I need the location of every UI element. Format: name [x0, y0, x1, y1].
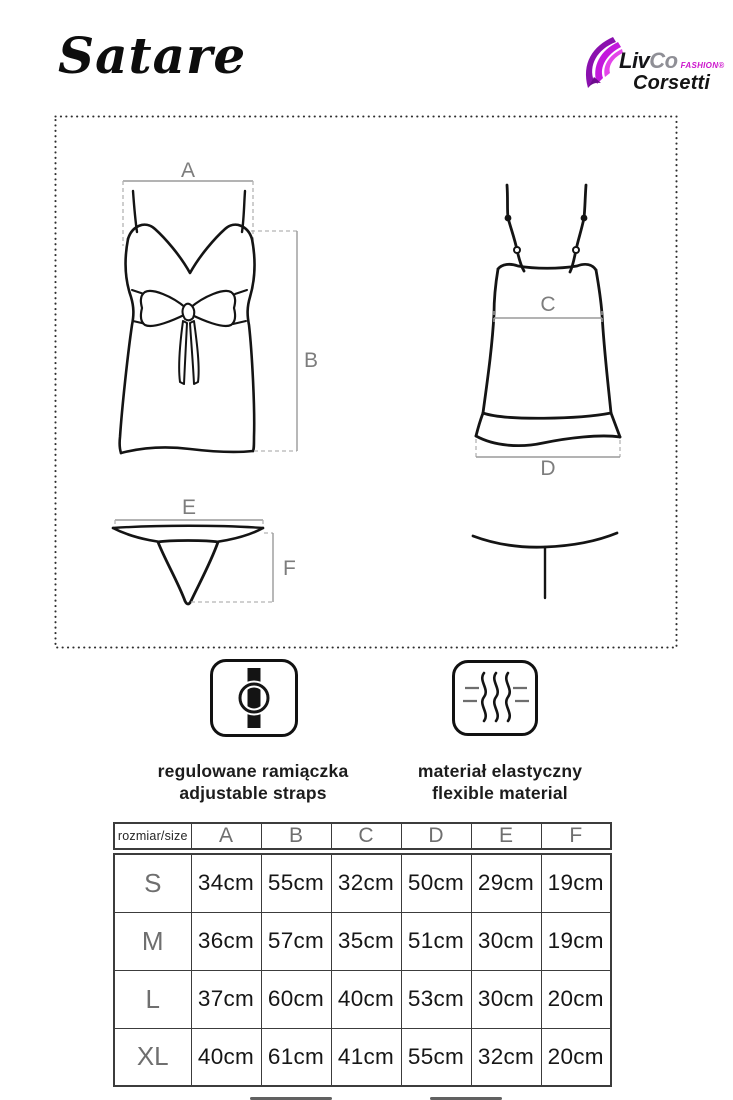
cell-l-c: 40cm	[331, 970, 401, 1028]
cell-m-e: 30cm	[471, 912, 541, 970]
front-view-drawing	[120, 159, 318, 453]
measurement-diagram-box	[54, 115, 678, 649]
flexible-material-caption	[370, 760, 630, 804]
cell-xl-d: 55cm	[401, 1028, 471, 1086]
caption-straps-pl: regulowane ramiączka	[157, 761, 349, 781]
dim-label-e: E	[181, 496, 197, 519]
flexible-material-icon	[452, 660, 538, 736]
table-row	[114, 1028, 611, 1086]
brand-logo	[577, 36, 727, 92]
cell-s-e: 29cm	[471, 854, 541, 912]
size-label-xl: XL	[114, 1028, 191, 1086]
strap-slider-right	[581, 215, 588, 222]
brand-name-co: Co	[649, 48, 678, 73]
cell-l-b: 60cm	[261, 970, 331, 1028]
cell-m-f: 19cm	[541, 912, 611, 970]
column-header-c: C	[331, 823, 401, 849]
product-name: Satare	[58, 26, 247, 85]
size-table-body	[113, 853, 612, 1087]
back-view-drawing	[476, 185, 620, 480]
dim-label-b: B	[304, 349, 319, 372]
table-row	[114, 854, 611, 912]
cell-m-b: 57cm	[261, 912, 331, 970]
brand-name-corsetti: Corsetti	[633, 72, 711, 94]
table-row	[114, 912, 611, 970]
dim-label-a: A	[180, 159, 196, 182]
strap-ring-right	[573, 247, 579, 253]
column-header-e: E	[471, 823, 541, 849]
cell-l-e: 30cm	[471, 970, 541, 1028]
cell-m-c: 35cm	[331, 912, 401, 970]
brand-logo-text	[619, 50, 724, 93]
size-label-l: L	[114, 970, 191, 1028]
cell-xl-a: 40cm	[191, 1028, 261, 1086]
cell-l-d: 53cm	[401, 970, 471, 1028]
column-header-b: B	[261, 823, 331, 849]
cell-m-a: 36cm	[191, 912, 261, 970]
thong-front-drawing	[113, 496, 296, 604]
size-label-m: M	[114, 912, 191, 970]
measurement-diagram	[54, 115, 678, 649]
size-table-header	[113, 822, 612, 850]
dim-label-c: C	[540, 293, 556, 316]
strap-ring-left	[514, 247, 520, 253]
dim-label-d: D	[540, 457, 556, 480]
cell-s-d: 50cm	[401, 854, 471, 912]
size-label-s: S	[114, 854, 191, 912]
column-header-d: D	[401, 823, 471, 849]
column-header-f: F	[541, 823, 611, 849]
cell-l-f: 20cm	[541, 970, 611, 1028]
caption-material-en: flexible material	[432, 783, 568, 803]
table-row	[114, 970, 611, 1028]
strap-slider-left	[505, 215, 512, 222]
dotted-border	[56, 117, 677, 648]
cell-s-f: 19cm	[541, 854, 611, 912]
cell-xl-e: 32cm	[471, 1028, 541, 1086]
brand-wing-icon	[577, 36, 623, 90]
cell-xl-f: 20cm	[541, 1028, 611, 1086]
cell-s-a: 34cm	[191, 854, 261, 912]
cell-s-b: 55cm	[261, 854, 331, 912]
adjustable-straps-icon	[210, 659, 298, 737]
size-table	[113, 822, 610, 1087]
brand-name-liv: Liv	[619, 48, 650, 73]
dim-label-f: F	[283, 557, 296, 580]
cell-xl-b: 61cm	[261, 1028, 331, 1086]
cell-s-c: 32cm	[331, 854, 401, 912]
brand-fashion-label: FASHION®	[680, 61, 725, 70]
corner-label: rozmiar/size	[114, 823, 191, 849]
cell-m-d: 51cm	[401, 912, 471, 970]
thong-back-drawing	[473, 533, 617, 598]
cell-l-a: 37cm	[191, 970, 261, 1028]
caption-material-pl: materiał elastyczny	[417, 761, 583, 781]
column-header-a: A	[191, 823, 261, 849]
caption-straps-en: adjustable straps	[179, 783, 327, 803]
cell-xl-c: 41cm	[331, 1028, 401, 1086]
adjustable-straps-caption	[123, 760, 383, 804]
